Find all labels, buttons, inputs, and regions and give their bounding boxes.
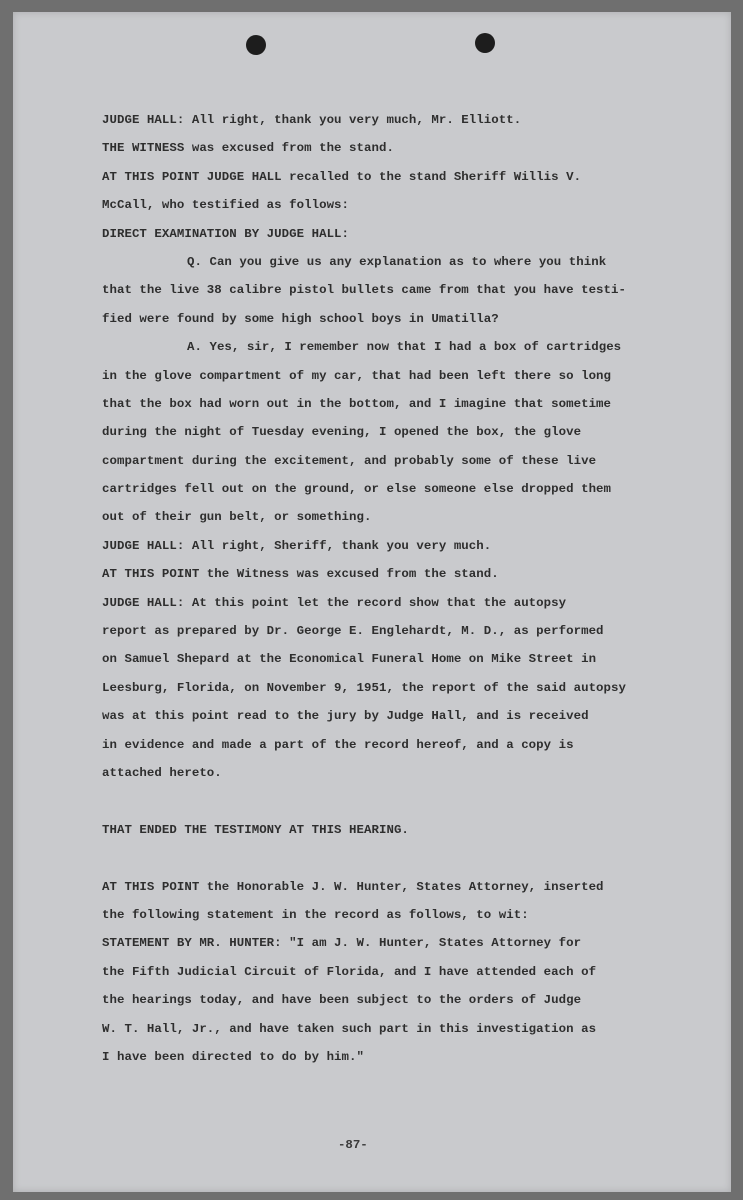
transcript-line: the hearings today, and have been subject to the orders of Judge <box>102 993 582 1008</box>
transcript-line: during the night of Tuesday evening, I opened the box, the glove <box>102 425 582 440</box>
transcript-line: on Samuel Shepard at the Economical Funeral Home on Mike Street in <box>102 652 597 667</box>
transcript-line: McCall, who testified as follows: <box>102 198 350 213</box>
transcript-line: attached hereto. <box>102 765 222 780</box>
blank-line <box>102 844 702 872</box>
transcript-line: I have been directed to do by him." <box>102 1049 364 1064</box>
transcript-line: compartment during the excitement, and probably some of these live <box>102 453 597 468</box>
transcript-body <box>102 106 702 1071</box>
transcript-line: fied were found by some high school boys in Umatilla? <box>102 311 499 326</box>
transcript-line: the Fifth Judicial Circuit of Florida, and I have attended each of <box>102 964 597 979</box>
transcript-line: out of their gun belt, or something. <box>102 510 372 525</box>
transcript-line: was at this point read to the jury by Judge Hall, and is received <box>102 709 589 724</box>
transcript-line: AT THIS POINT the Honorable J. W. Hunter, States Attorney, inserted <box>102 879 604 894</box>
transcript-line: cartridges fell out on the ground, or else someone else dropped them <box>102 482 612 497</box>
transcript-line: JUDGE HALL: At this point let the record show that the autopsy <box>102 595 567 610</box>
transcript-line: AT THIS POINT JUDGE HALL recalled to the stand Sheriff Willis V. <box>102 169 582 184</box>
transcript-line: STATEMENT BY MR. HUNTER: "I am J. W. Hunter, States Attorney for <box>102 936 582 951</box>
section-heading: THAT ENDED THE TESTIMONY AT THIS HEARING. <box>102 822 409 837</box>
question-line: Q. Can you give us any explanation as to where you think <box>187 254 607 269</box>
punch-hole-right <box>475 33 495 53</box>
transcript-line: the following statement in the record as follows, to wit: <box>102 907 529 922</box>
transcript-line: report as prepared by Dr. George E. Englehardt, M. D., as performed <box>102 624 604 639</box>
answer-line: A. Yes, sir, I remember now that I had a box of cartridges <box>187 340 622 355</box>
transcript-line: W. T. Hall, Jr., and have taken such part in this investigation as <box>102 1021 597 1036</box>
transcript-line: in the glove compartment of my car, that had been left there so long <box>102 368 612 383</box>
transcript-line: Leesburg, Florida, on November 9, 1951, the report of the said autopsy <box>102 680 626 695</box>
transcript-line: JUDGE HALL: All right, thank you very much, Mr. Elliott. <box>102 113 522 127</box>
transcript-line: that the live 38 calibre pistol bullets came from that you have testi- <box>102 283 626 298</box>
transcript-line: DIRECT EXAMINATION BY JUDGE HALL: <box>102 226 350 241</box>
punch-hole-left <box>246 35 266 55</box>
transcript-line: AT THIS POINT the Witness was excused from the stand. <box>102 567 499 582</box>
transcript-line: JUDGE HALL: All right, Sheriff, thank you very much. <box>102 538 492 553</box>
blank-line <box>102 787 702 815</box>
page-number: -87- <box>338 1138 368 1152</box>
transcript-line: THE WITNESS was excused from the stand. <box>102 141 394 156</box>
transcript-line: that the box had worn out in the bottom, and I imagine that sometime <box>102 396 612 411</box>
transcript-line: in evidence and made a part of the record hereof, and a copy is <box>102 737 574 752</box>
